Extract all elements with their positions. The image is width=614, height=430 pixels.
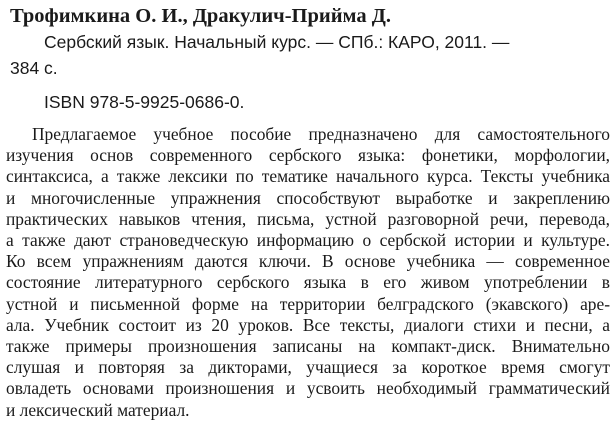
annotation-line: а также дают страноведческую информацию о сербской истории и культуре.	[6, 230, 610, 251]
annotation-line: также примеры произношения записаны на компакт-диск. Внимательно	[6, 336, 610, 357]
page-count-line: 384 с.	[10, 58, 58, 78]
isbn-line: ISBN 978-5-9925-0686-0.	[44, 92, 245, 112]
annotation-paragraph	[6, 124, 610, 421]
annotation-line: практических навыков чтения, письма, устной разговорной речи, перевода,	[6, 208, 610, 229]
annotation-line: устной и письменной форме на территории белградского (экавского) аре-	[6, 293, 610, 314]
annotation-line: состояние литературного сербского языка в его живом употреблении в	[6, 272, 610, 293]
annotation-line: и лексический материал.	[6, 399, 190, 420]
annotation-line: Предлагаемое учебное пособие предназначено для самостоятельного	[32, 124, 610, 144]
annotation-line: слушая и повторяя за дикторами, учащиеся за короткое время смогут	[6, 357, 610, 378]
annotation-line: овладеть основами произношения и усвоить необходимый грамматический	[6, 378, 610, 399]
annotation-line: изучения основ современного сербского языка: фонетики, морфологии,	[6, 145, 610, 166]
bibliographic-header	[10, 3, 608, 115]
publication-line: Сербский язык. Начальный курс. — СПб.: КАРО, 2011. —	[44, 32, 510, 52]
annotation-line: и многочисленные упражнения способствуют выработке и закреплению	[6, 187, 610, 208]
annotation-line: ала. Учебник состоит из 20 уроков. Все тексты, диалоги стихи и песни, а	[6, 314, 610, 335]
annotation-line: синтаксиса, а также лексики по тематике начального курса. Тексты учебника	[6, 166, 610, 187]
authors-line: Трофимкина О. И., Дракулич-Прийма Д.	[10, 5, 391, 27]
annotation-line: Ко всем упражнениям даются ключи. В основе учебника — современное	[6, 251, 610, 272]
